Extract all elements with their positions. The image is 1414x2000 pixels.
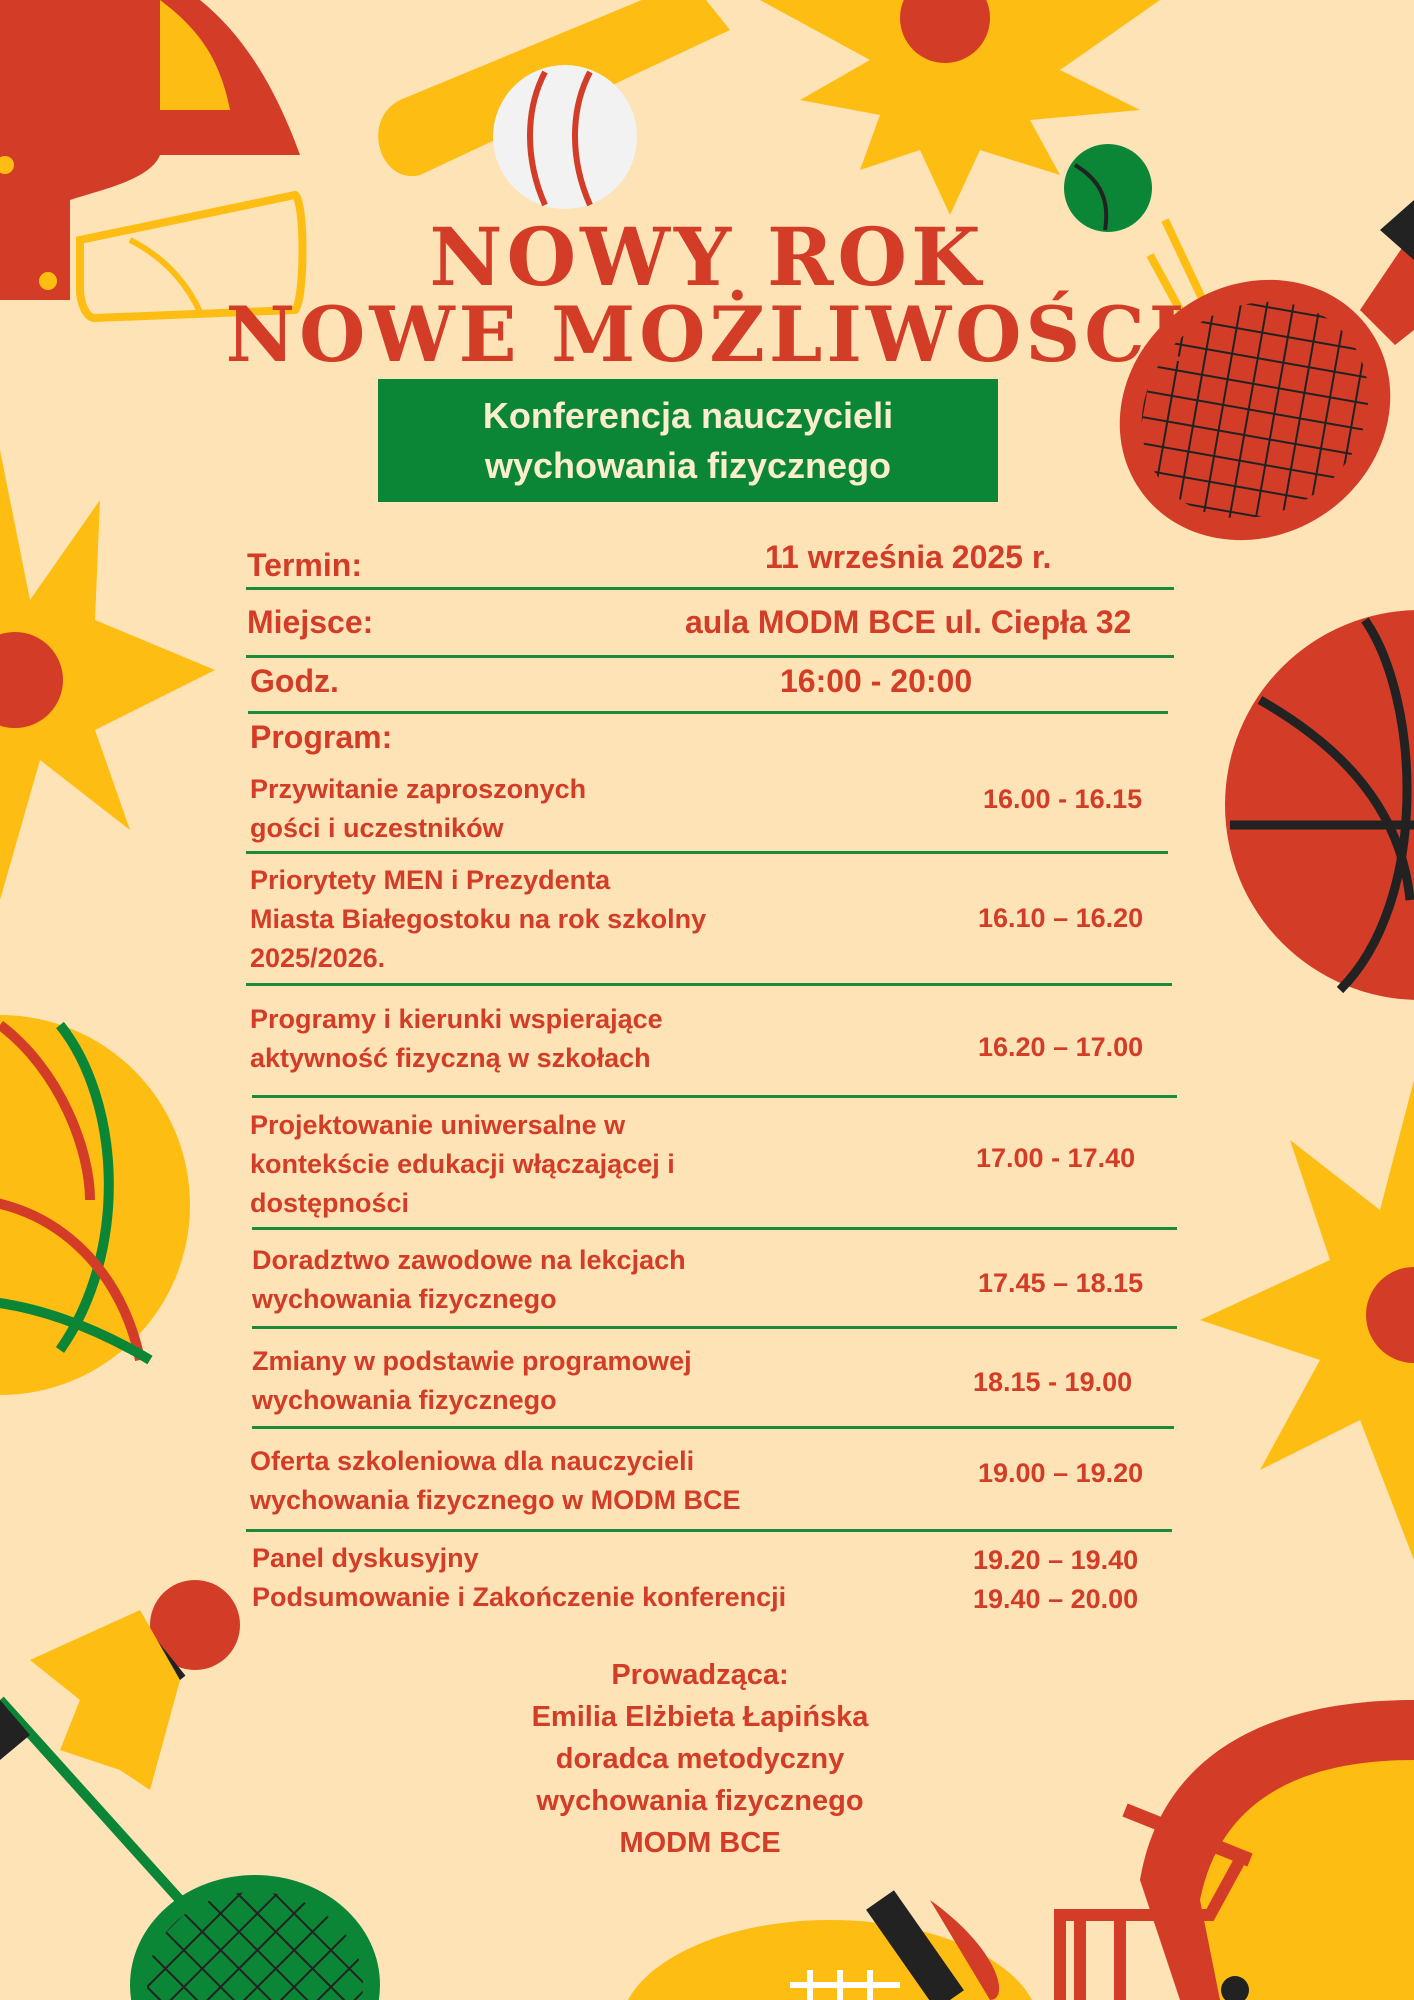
divider — [252, 1326, 1177, 1329]
hours-value: 16:00 - 20:00 — [780, 663, 973, 699]
host-label: Prowadząca: — [611, 1659, 789, 1691]
program-item: Panel dyskusyjny Podsumowanie i Zakończenie konferencji — [252, 1543, 787, 1612]
volleyball-icon — [0, 1015, 190, 1395]
host-org: MODM BCE — [619, 1827, 781, 1859]
program-item: Zmiany w podstawie programowej wychowania fizycznego — [252, 1346, 692, 1415]
divider — [252, 1426, 1174, 1429]
banner-line-2: wychowania fizycznego — [484, 444, 892, 486]
date-label: Termin: — [247, 547, 362, 583]
starburst-icon — [0, 450, 215, 900]
basketball-icon — [1225, 610, 1414, 1000]
divider — [246, 851, 1168, 854]
banner-line-1: Konferencja nauczycieli — [482, 394, 894, 436]
program-time: 16.20 – 17.00 — [978, 1032, 1144, 1062]
place-label: Miejsce: — [247, 604, 374, 640]
title-line-1: NOWY ROK — [429, 210, 985, 304]
host-name: Emilia Elżbieta Łapińska — [531, 1701, 869, 1733]
program-time: 17.00 - 17.40 — [976, 1143, 1136, 1173]
conference-banner — [378, 379, 998, 502]
place-value: aula MODM BCE ul. Ciepła 32 — [685, 604, 1132, 640]
program-item: Projektowanie uniwersalne w kontekście edukacji włączającej i dostępności — [250, 1110, 675, 1218]
program-time: 16.00 - 16.15 — [983, 784, 1143, 814]
title-line-2: NOWE MOŻLIWOŚCI — [225, 290, 1189, 379]
american-football-icon — [620, 1900, 1040, 2000]
host-block — [350, 1654, 1050, 1864]
divider — [246, 1529, 1172, 1532]
divider — [252, 1095, 1177, 1098]
program-time: 18.15 - 19.00 — [973, 1367, 1133, 1397]
program-time: 17.45 – 18.15 — [978, 1268, 1144, 1298]
program-item: Doradztwo zawodowe na lekcjach wychowania fizycznego — [252, 1245, 686, 1314]
divider — [252, 1227, 1177, 1230]
date-value: 11 września 2025 r. — [765, 539, 1052, 575]
program-item: Programy i kierunki wspierające aktywność fizyczną w szkołach — [250, 1004, 663, 1073]
program-label: Program: — [250, 719, 393, 755]
host-role: wychowania fizycznego — [536, 1785, 864, 1817]
program-time: 16.10 – 16.20 — [978, 903, 1144, 933]
divider — [246, 983, 1172, 986]
program-item: Priorytety MEN i Prezydenta Miasta Białegostoku na rok szkolny 2025/2026. — [250, 865, 707, 973]
shuttlecock-icon — [30, 1580, 240, 1790]
program-item: Oferta szkoleniowa dla nauczycieli wychowania fizycznego w MODM BCE — [250, 1446, 741, 1515]
divider — [246, 655, 1174, 658]
divider — [246, 587, 1174, 590]
hours-label: Godz. — [250, 663, 339, 699]
baseball-icon — [493, 65, 637, 209]
badminton-racket-icon — [0, 1700, 380, 2000]
program-time: 19.20 – 19.40 19.40 – 20.00 — [973, 1545, 1139, 1614]
program-item: Przywitanie zaproszonych gości i uczestników — [250, 774, 587, 843]
host-role: doradca metodyczny — [555, 1743, 845, 1775]
football-helmet-icon — [1060, 1700, 1414, 2000]
divider — [248, 711, 1168, 714]
starburst-icon — [1200, 1080, 1414, 1560]
program-time: 19.00 – 19.20 — [978, 1458, 1144, 1488]
